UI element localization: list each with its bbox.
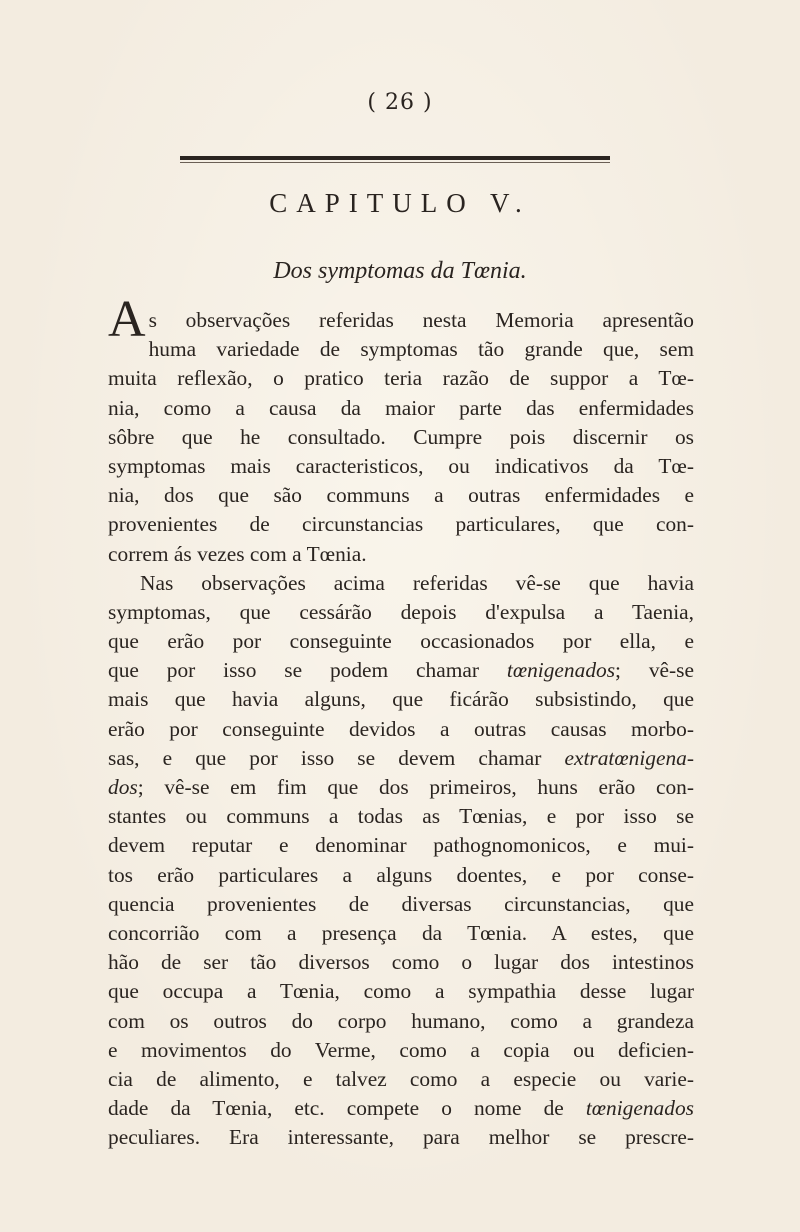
text-line: sôbre que he consultado. Cumpre pois discernir os	[108, 424, 694, 449]
text-line: tos erão particulares a alguns doentes, e por conse-	[108, 862, 694, 887]
text-segment: ; vê-se	[615, 658, 694, 683]
text-line: correm ás vezes com a Tœnia.	[108, 541, 367, 566]
header-rule	[180, 156, 610, 160]
chapter-subtitle: Dos symptomas da Tœnia.	[273, 258, 527, 284]
text-line: s observações referidas nesta Memoria apresentão	[148, 308, 694, 332]
text-line: que erão por conseguinte occasionados por ella, e	[108, 629, 694, 654]
text-line: symptomas mais caracteristicos, ou indicativos da Tœ-	[108, 453, 694, 478]
text-line: devem reputar e denominar pathognomonicos, e mui-	[108, 833, 694, 858]
page-number: ( 26 )	[367, 90, 433, 115]
text-segment: ; vê-se em fim que dos primeiros, huns erão con-	[137, 775, 694, 799]
text-line: peculiares. Era interessante, para melhor se prescre-	[108, 1125, 694, 1150]
text-line: erão por conseguinte devidos a outras causas morbo-	[108, 716, 694, 741]
text-line	[108, 744, 694, 773]
text-line: que occupa a Tœnia, como a sympathia desse lugar	[108, 979, 694, 1004]
text-line: muita reflexão, o pratico teria razão de suppor a Tœ-	[108, 366, 694, 391]
text-line: huma variedade de symptomas tão grande que, sem	[148, 337, 694, 362]
text-line: nia, como a causa da maior parte das enfermidades	[108, 395, 694, 420]
text-line: quencia provenientes de diversas circunstancias, que	[108, 891, 694, 916]
text-line: hão de ser tão diversos como o lugar dos intestinos	[108, 950, 694, 975]
text-segment: sas, e que por isso se devem chamar	[108, 745, 542, 770]
text-line: mais que havia alguns, que ficárão subsistindo, que	[108, 687, 694, 712]
text-segment: que por isso se podem chamar	[108, 658, 480, 683]
text-line: cia de alimento, e talvez como a especie ou varie-	[108, 1066, 694, 1091]
text-line	[108, 1094, 694, 1123]
italic-term: extratœnigena-	[564, 745, 694, 770]
text-line: e movimentos do Verme, como a copia ou deficien-	[108, 1037, 694, 1062]
text-line: nia, dos que são communs a outras enfermidades e	[108, 483, 694, 508]
text-line	[108, 656, 694, 685]
text-segment: dade da Tœnia, etc. compete o nome de	[108, 1096, 564, 1121]
drop-cap: A	[108, 291, 146, 348]
text-line	[108, 773, 694, 802]
text-line: concorrião com a presença da Tœnia. A estes, que	[108, 920, 694, 945]
italic-term: dos	[108, 775, 138, 799]
body-text	[108, 291, 694, 1152]
text-line: symptomas, que cessárão depois d'expulsa a Taenia,	[108, 599, 694, 624]
chapter-heading: CAPITULO V.	[269, 188, 531, 218]
italic-term: tœnigenados	[585, 1096, 694, 1121]
italic-term: tœnigenados	[506, 658, 616, 683]
text-line: provenientes de circunstancias particulares, que con-	[108, 512, 694, 537]
text-line: Nas observações acima referidas vê-se que havia	[140, 570, 694, 595]
header-rule-thin	[180, 162, 610, 163]
text-line: stantes ou communs a todas as Tœnias, e por isso se	[108, 804, 694, 829]
text-line: com os outros do corpo humano, como a grandeza	[108, 1008, 694, 1033]
